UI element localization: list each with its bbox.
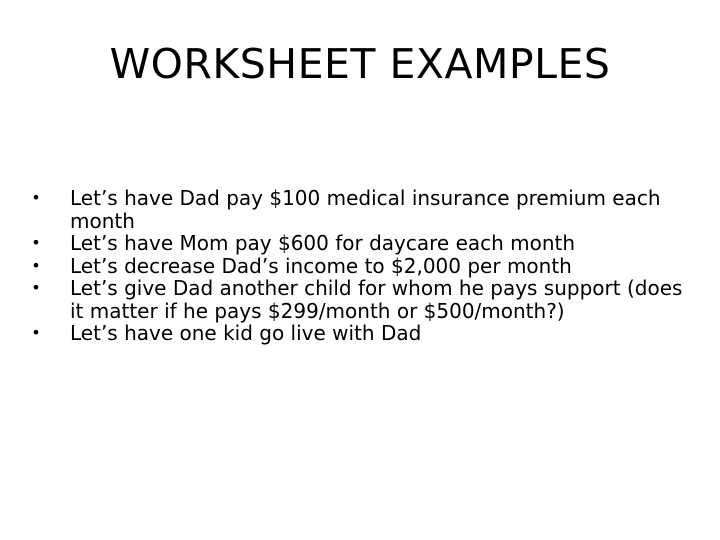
bullet-text: Let’s decrease Dad’s income to $2,000 per month [70,253,572,278]
slide-title: WORKSHEET EXAMPLES [109,40,611,88]
bullet-dot-icon: • [31,255,41,275]
bullet-item [30,322,690,345]
bullet-dot-icon: • [31,233,41,252]
bullet-text: Let’s have Dad pay $100 medical insurance premium each month [70,186,661,233]
bullet-dot-icon: • [31,188,41,207]
bullet-list [30,187,690,345]
bullet-item [30,277,690,322]
bullet-text: Let’s have Mom pay $600 for daycare each month [70,231,576,255]
bullet-item [30,255,690,278]
bullet-dot-icon: • [31,278,41,297]
bullet-text: Let’s have one kid go live with Dad [70,321,422,345]
bullet-dot-icon: • [31,323,41,342]
bullet-text: Let’s give Dad another child for whom he pays support (does it matter if he pays $299/month or $500/month?) [70,276,683,323]
bullet-item [30,232,690,255]
bullet-item [30,187,690,232]
